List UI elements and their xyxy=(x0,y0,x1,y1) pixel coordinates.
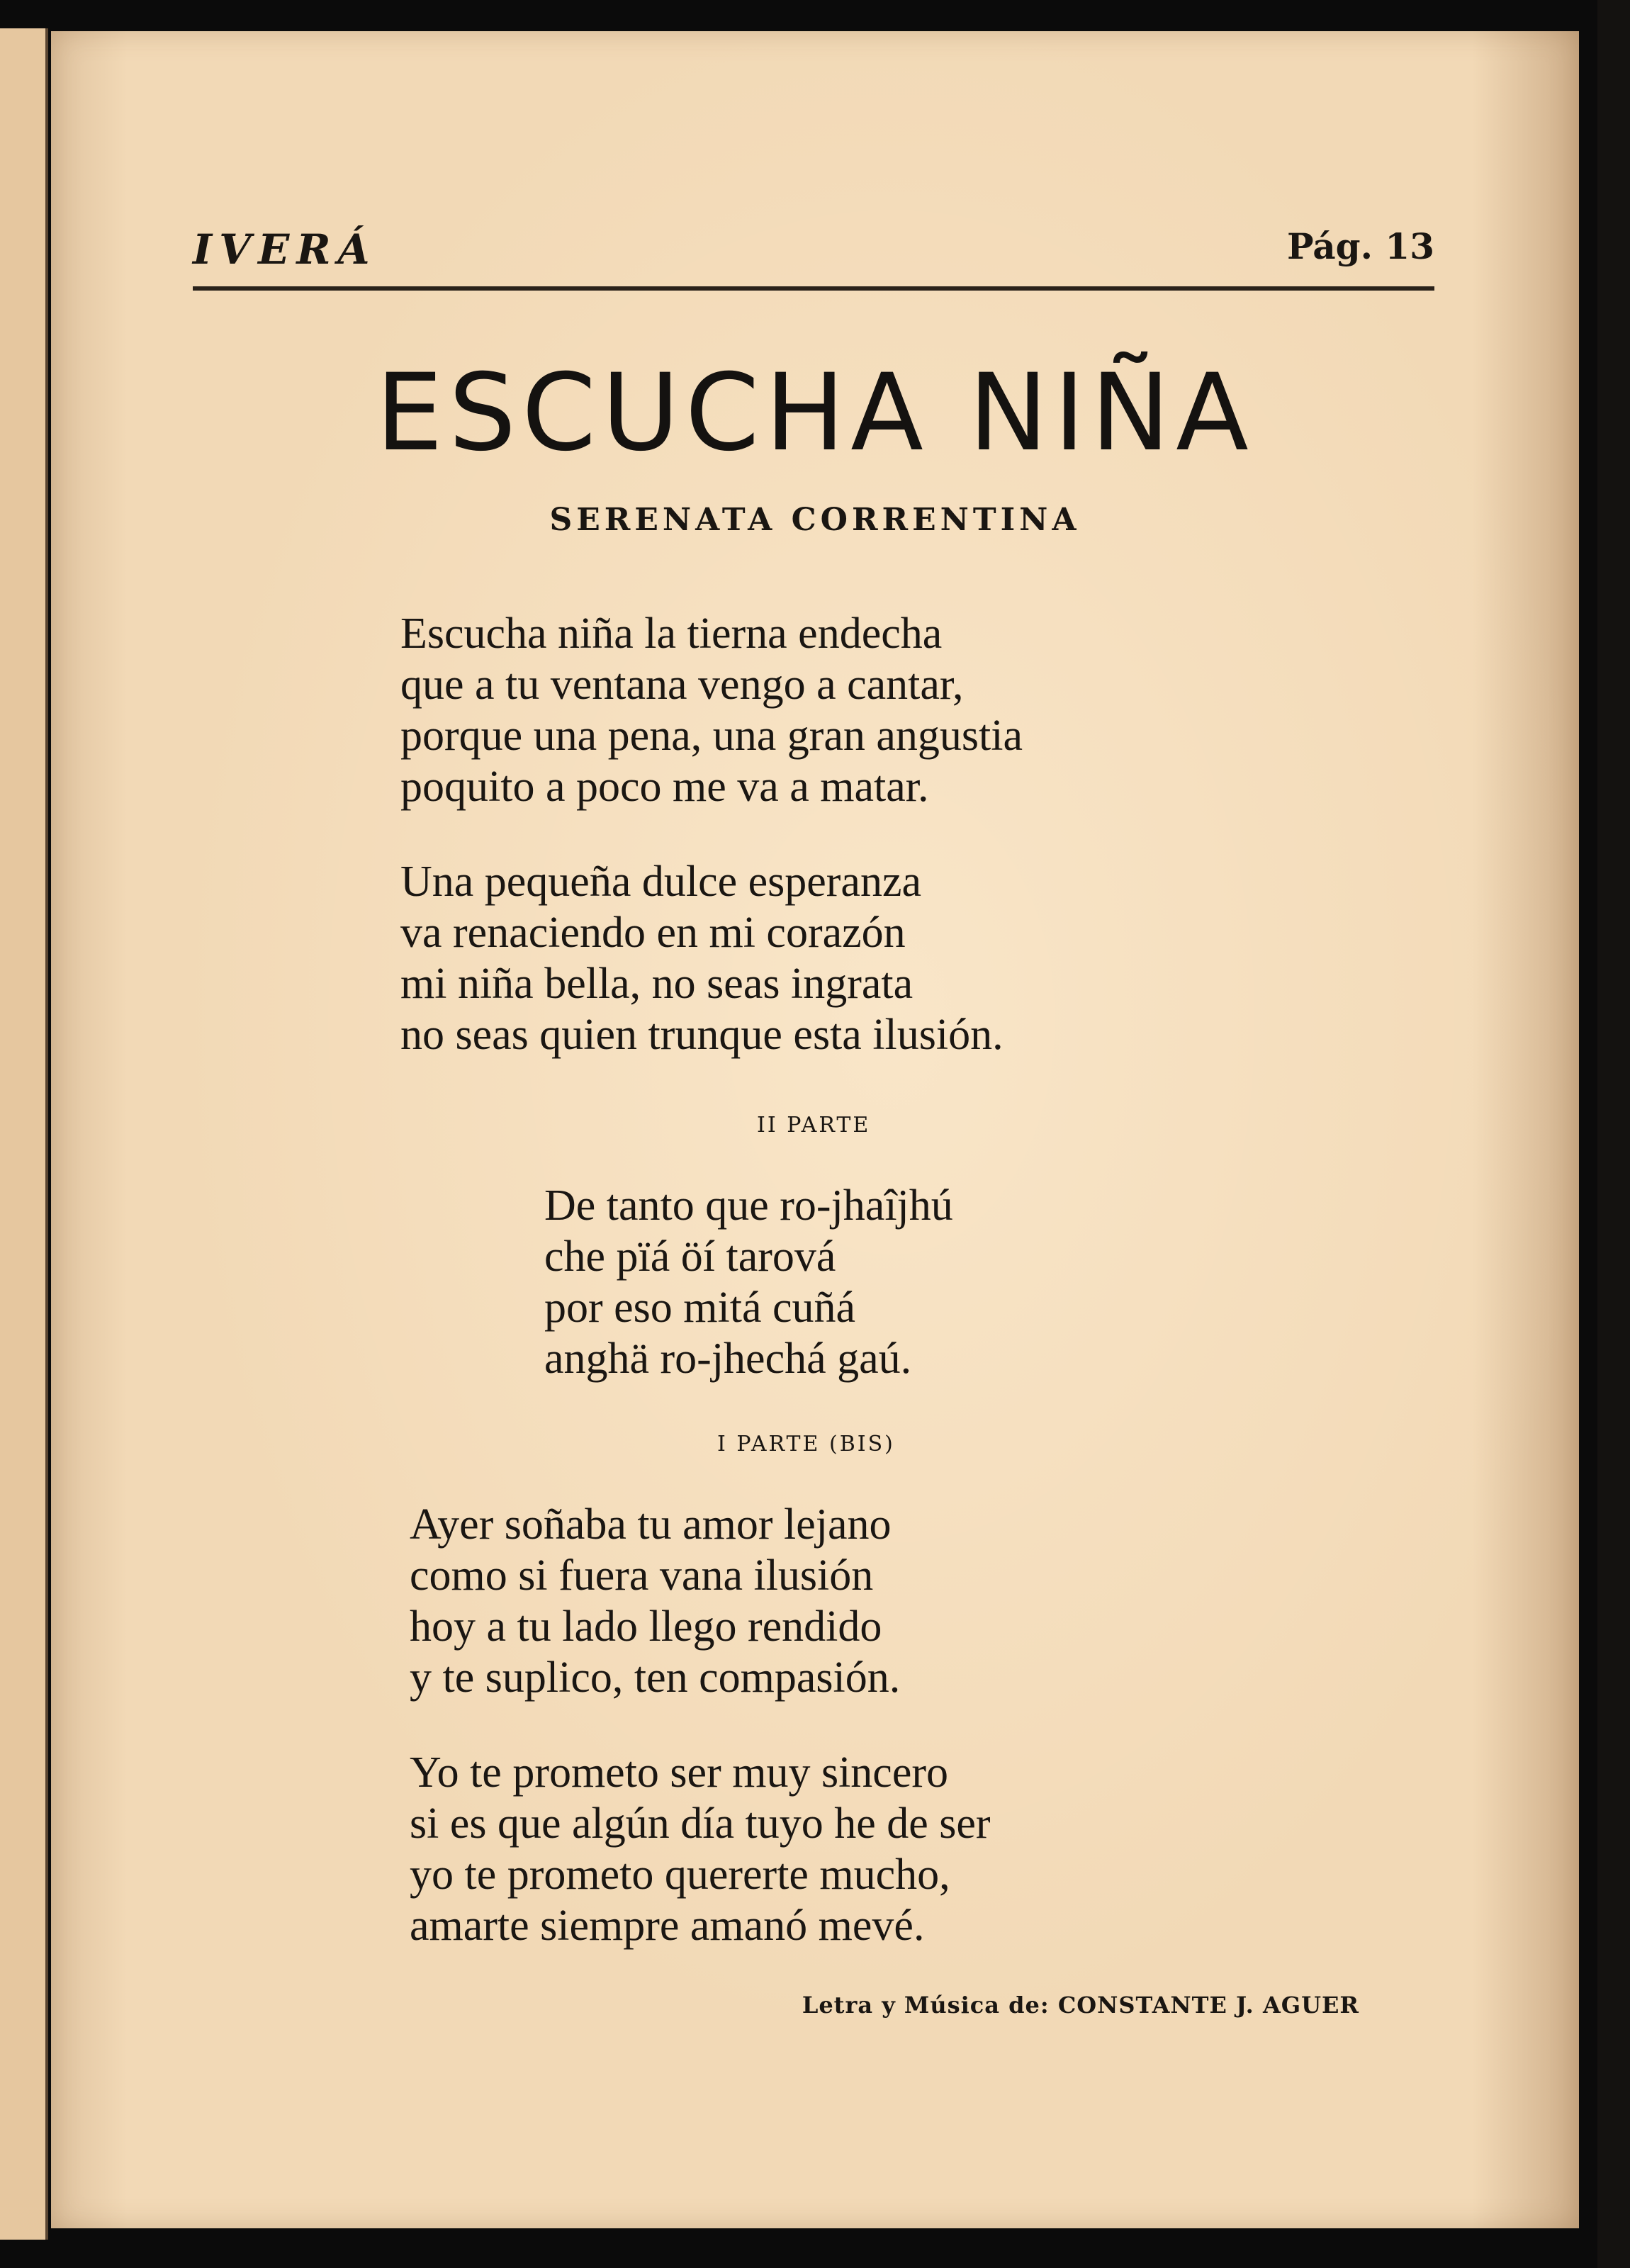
song-title: ESCUCHA NIÑA xyxy=(376,352,1254,475)
verse-line: che pïá öí tarová xyxy=(544,1233,836,1281)
stanza-5 xyxy=(410,1747,991,1951)
verse-line: amarte siempre amanó mevé. xyxy=(410,1902,925,1950)
verse-line: porque una pena, una gran angustia xyxy=(400,712,1023,760)
verse-line: Una pequeña dulce esperanza xyxy=(400,858,921,906)
verse-line: que a tu ventana vengo a cantar, xyxy=(400,661,964,709)
section-label-i-parte-bis: I PARTE (BIS) xyxy=(717,1432,895,1456)
verse-line: va renaciendo en mi corazón xyxy=(400,909,906,957)
verse-line: De tanto que ro-jhaîjhú xyxy=(544,1181,953,1230)
page-number: Pág. 13 xyxy=(1286,225,1434,267)
verse-line: mi niña bella, no seas ingrata xyxy=(400,960,914,1008)
verse-line: si es que algún día tuyo he de ser xyxy=(410,1800,991,1848)
stanza-4 xyxy=(410,1499,900,1703)
verse-line: hoy a tu lado llego rendido xyxy=(410,1602,882,1651)
stanza-1 xyxy=(400,608,1023,812)
verse-line: no seas quien trunque esta ilusión. xyxy=(400,1011,1004,1059)
verse-line: anghä ro-jhechá gaú. xyxy=(544,1335,912,1383)
verse-line: Escucha niña la tierna endecha xyxy=(400,610,943,658)
verse-line: Yo te prometo ser muy sincero xyxy=(410,1748,948,1797)
verse-line: por eso mitá cuñá xyxy=(544,1284,856,1332)
header-rule xyxy=(193,286,1434,291)
verse-line: poquito a poco me va a matar. xyxy=(400,763,929,811)
book-binding-edge xyxy=(1597,0,1630,2268)
stanza-3 xyxy=(544,1180,953,1384)
verse-line: yo te prometo quererte mucho, xyxy=(410,1851,950,1899)
running-title: IVERÁ xyxy=(193,225,377,274)
verse-line: Ayer soñaba tu amor lejano xyxy=(410,1500,892,1549)
verse-line: y te suplico, ten compasión. xyxy=(410,1654,901,1702)
stanza-2 xyxy=(400,856,1004,1060)
song-subtitle: SERENATA CORRENTINA xyxy=(549,502,1081,538)
page-header xyxy=(193,225,1434,289)
section-label-ii-parte: II PARTE xyxy=(757,1113,871,1138)
song-credit: Letra y Música de: CONSTANTE J. AGUER xyxy=(802,1992,1359,2019)
verse-line: como si fuera vana ilusión xyxy=(410,1551,874,1600)
